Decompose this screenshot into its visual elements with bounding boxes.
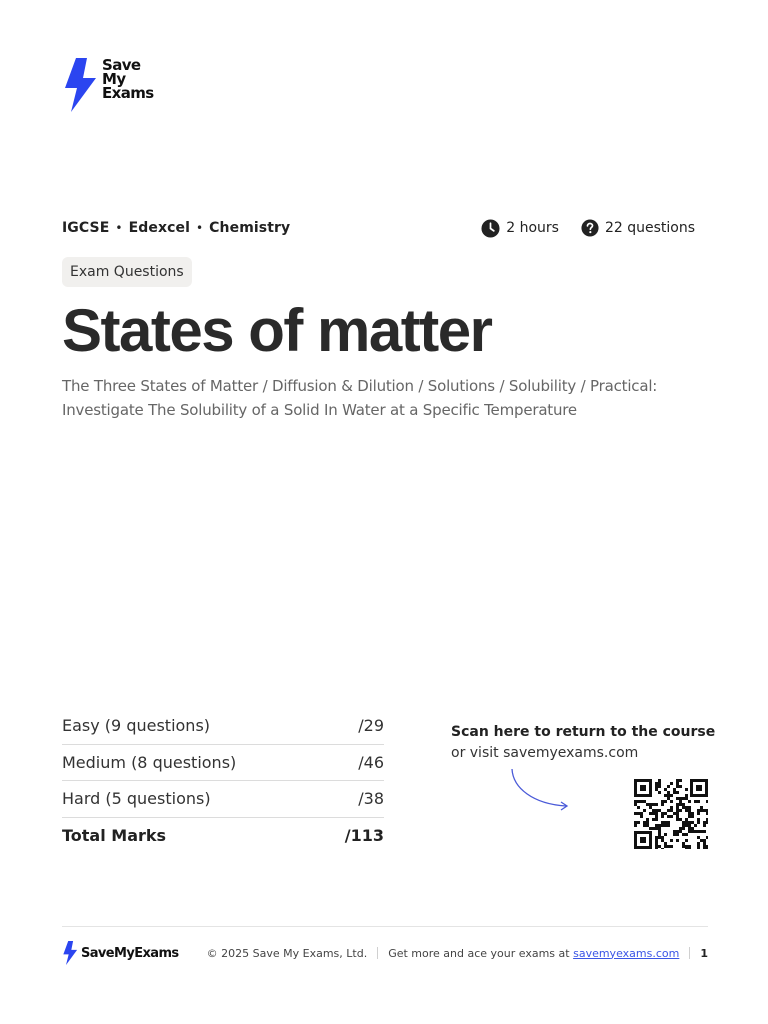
qr-module [661,800,664,803]
qr-module [667,791,670,794]
qr-module [682,845,685,848]
footer-info [207,947,708,960]
page-footer [62,940,708,966]
qr-module [688,824,691,827]
marks-row-label: Medium (8 questions) [62,752,237,772]
qr-module [679,827,682,830]
qr-module [697,848,700,849]
qr-module [682,806,685,809]
qr-module [670,806,673,809]
qr-module [682,821,685,824]
marks-table [62,708,384,854]
qr-module [676,812,679,815]
page-title: States of matter [62,297,492,364]
marks-row-value: /46 [358,752,384,772]
brand-logo [62,58,154,112]
qr-module [661,848,664,849]
qr-module [685,848,688,849]
qr-module [664,824,667,827]
qr-code[interactable] [634,779,708,849]
qr-module [634,800,637,803]
qr-module [661,803,664,806]
duration-text: 2 hours [506,220,559,236]
qr-module [664,788,667,791]
qr-module [682,797,685,800]
exam-meta [481,219,695,238]
qr-module [703,842,706,845]
qr-module [676,782,679,785]
question-mark-icon [581,219,599,237]
qr-module [676,806,679,809]
footer-cta-text: Get more and ace your exams at [388,946,574,960]
qr-module [676,830,679,833]
qr-module [637,821,640,824]
footer-logo [62,941,179,965]
qr-module [652,812,655,815]
qr-module [685,809,688,812]
marks-row-hard [62,781,384,818]
qr-module [658,824,661,827]
marks-row-label: Hard (5 questions) [62,789,211,809]
qr-module [685,833,688,836]
savemyexams-link[interactable]: savemyexams.com [573,946,680,960]
qr-module [706,821,708,824]
total-marks-value: /113 [344,826,384,846]
qr-module [655,782,658,785]
exam-questions-tag: Exam Questions [62,257,192,287]
lightning-bolt-icon [62,941,78,965]
qr-module [682,827,685,830]
qr-module [634,821,637,824]
marks-row-label: Easy (9 questions) [62,716,211,736]
qr-module [697,830,700,833]
qr-module [661,824,664,827]
qr-module [658,833,661,836]
questions-count-text: 22 questions [604,220,695,236]
qr-module [655,824,658,827]
qr-module [655,827,658,830]
qr-module [670,794,673,797]
qr-module [688,812,691,815]
qr-module [664,794,667,797]
qr-module [697,836,700,839]
qr-module [670,782,673,785]
qr-module [640,815,643,818]
qr-module [655,818,658,821]
qr-module [685,821,688,824]
qr-module [655,803,658,806]
qr-module [676,797,679,800]
qr-module [658,809,661,812]
qr-module [676,839,679,842]
qr-module [688,848,691,849]
qr-module [700,839,703,842]
qr-module [703,824,706,827]
qr-module [694,830,697,833]
logo-line-my: My [102,70,126,88]
qr-module [637,812,640,815]
qr-module [643,821,646,824]
marks-row-medium [62,745,384,782]
qr-module [655,842,658,845]
qr-module [658,779,661,782]
qr-module [694,824,697,827]
qr-module [673,791,676,794]
qr-module [688,830,691,833]
qr-module [655,812,658,815]
qr-module [685,824,688,827]
marks-row-value: /29 [358,716,384,736]
qr-module [655,815,658,818]
qr-module [703,839,706,842]
qr-module [664,833,667,836]
copyright-text: © 2025 Save My Exams, Ltd. [206,946,368,960]
qr-module [661,821,664,824]
qr-module [673,830,676,833]
footer-separator [689,947,690,959]
qr-module [676,791,679,794]
duration-info [481,219,559,238]
qr-module [664,845,667,848]
qr-module [676,815,679,818]
qr-module [661,839,664,842]
qr-module [679,779,682,782]
breadcrumb [62,220,290,236]
qr-module [706,848,708,849]
qr-module [661,815,664,818]
qr-module [664,821,667,824]
page-number: 1 [700,946,708,960]
qr-module [688,806,691,809]
qr-module [655,848,658,849]
qr-module [658,827,661,830]
qr-module [679,785,682,788]
qr-module [670,839,673,842]
qr-module [703,848,706,849]
qr-module [643,800,646,803]
qr-module [688,815,691,818]
breadcrumb-separator: • [115,221,123,235]
qr-module [676,785,679,788]
qr-module [697,812,700,815]
qr-module [646,821,649,824]
qr-module [667,845,670,848]
qr-module [637,800,640,803]
qr-module [676,779,679,782]
qr-module [670,815,673,818]
qr-module [664,842,667,845]
qr-module [667,824,670,827]
logo-line-save: Save [102,56,141,74]
qr-module [703,821,706,824]
qr-module [700,809,703,812]
breadcrumb-separator: • [195,221,204,235]
qr-module [670,800,673,803]
qr-module [688,827,691,830]
qr-module [688,845,691,848]
qr-module [703,845,706,848]
scan-subtitle: or visit savemyexams.com [451,745,639,761]
qr-module [679,818,682,821]
qr-module [640,812,643,815]
qr-module [655,785,658,788]
qr-module [688,809,691,812]
qr-module [697,818,700,821]
qr-module [697,845,700,848]
qr-module [676,818,679,821]
qr-module [703,809,706,812]
qr-module [679,797,682,800]
breadcrumb-board: Edexcel [128,220,190,236]
qr-module [679,809,682,812]
qr-module [685,806,688,809]
qr-module [655,839,658,842]
qr-module [700,830,703,833]
qr-module [670,845,673,848]
qr-module [649,806,652,809]
qr-module [706,836,708,839]
qr-module [649,812,652,815]
qr-module [697,800,700,803]
qr-module [682,824,685,827]
qr-module [706,812,708,815]
marks-row-total [62,818,384,855]
footer-cta [388,947,679,960]
qr-module [688,800,691,803]
clock-icon [481,219,500,238]
qr-module [658,782,661,785]
footer-separator [377,947,378,959]
qr-module [691,827,694,830]
qr-module [655,836,658,839]
qr-module [655,809,658,812]
qr-module [646,824,649,827]
qr-module [679,803,682,806]
qr-module [649,803,652,806]
footer-logo-text: SaveMyExams [81,945,179,961]
qr-module [706,818,708,821]
qr-module [667,785,670,788]
qr-module [706,809,708,812]
qr-module [703,830,706,833]
qr-module [691,821,694,824]
qr-module [634,812,637,815]
qr-module [685,818,688,821]
qr-module [655,788,658,791]
qr-module [685,839,688,842]
qr-module [682,842,685,845]
qr-module [691,815,694,818]
qr-module [667,809,670,812]
qr-module [661,836,664,839]
qr-module [667,794,670,797]
qr-module [637,806,640,809]
qr-module [700,806,703,809]
qr-module [634,803,637,806]
qr-module [673,833,676,836]
qr-module [664,800,667,803]
qr-module [691,812,694,815]
qr-module [682,833,685,836]
qr-module [652,809,655,812]
qr-module [706,845,708,848]
footer-divider [62,926,708,927]
qr-module [658,791,661,794]
qr-module [670,809,673,812]
marks-row-value: /38 [358,789,384,809]
qr-module [685,794,688,797]
total-marks-label: Total Marks [62,826,167,846]
qr-module [676,833,679,836]
qr-module [646,803,649,806]
scan-title: Scan here to return to the course [451,724,716,740]
qr-module [652,818,655,821]
qr-module [634,824,637,827]
qr-module [667,815,670,818]
qr-module [679,830,682,833]
qr-module [658,785,661,788]
qr-module [640,800,643,803]
qr-module [673,788,676,791]
qr-module [691,830,694,833]
qr-module [688,821,691,824]
qr-module [685,788,688,791]
qr-module [685,845,688,848]
qr-module [685,797,688,800]
qr-module [697,821,700,824]
meta-row [62,218,708,238]
qr-module [652,827,655,830]
scan-prompt [451,722,721,764]
qr-module [673,812,676,815]
qr-module [658,830,661,833]
qr-module [682,803,685,806]
qr-module [643,809,646,812]
qr-module [697,842,700,845]
lightning-bolt-icon [62,58,98,112]
qr-module [649,827,652,830]
topic-list: The Three States of Matter / Diffusion & Dilution / Solutions / Solubility / Practical: Investigate The Solubility of a Solid In Water at a Specific Temperature [62,377,658,419]
breadcrumb-level: IGCSE [62,220,110,236]
curved-arrow-icon [505,766,575,814]
qr-module [664,812,667,815]
qr-module [667,821,670,824]
qr-module [655,845,658,848]
qr-module [658,845,661,848]
qr-module [676,809,679,812]
qr-module [694,800,697,803]
qr-module [646,818,649,821]
logo-wordmark [102,58,154,100]
qr-module [643,824,646,827]
qr-module [652,803,655,806]
qr-module [661,812,664,815]
qr-module [667,797,670,800]
logo-line-exams: Exams [102,84,154,102]
qr-module [658,836,661,839]
qr-module [679,800,682,803]
qr-module [676,803,679,806]
qr-module [697,809,700,812]
breadcrumb-subject: Chemistry [209,220,291,236]
questions-info [581,219,695,237]
marks-row-easy [62,708,384,745]
qr-module [706,800,708,803]
